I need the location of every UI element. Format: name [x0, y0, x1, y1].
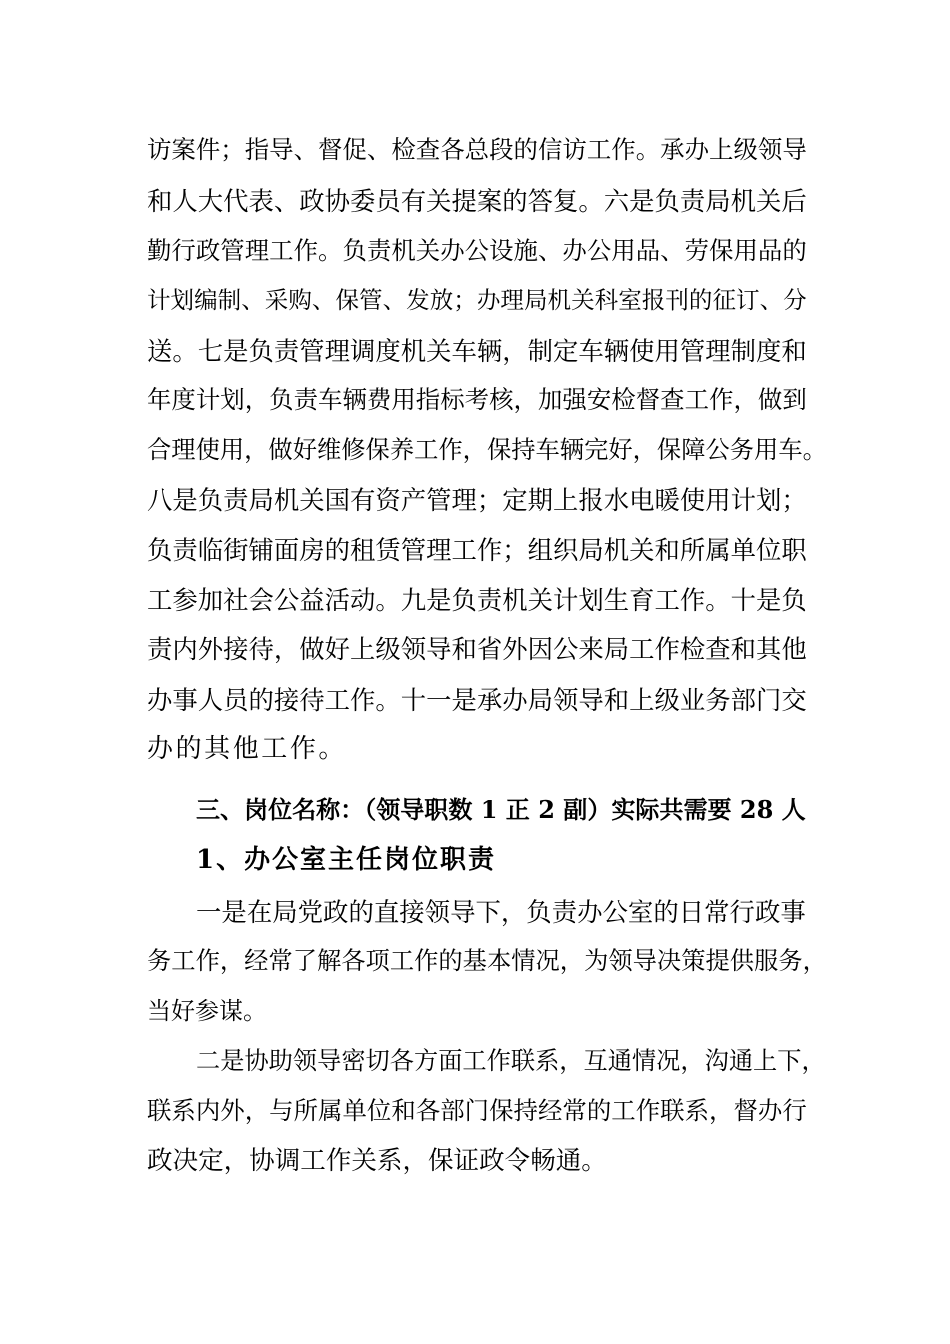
text-line: 年度计划，负责车辆费用指标考核，加强安检督查工作，做到	[147, 385, 807, 414]
text-line: 工参加社会公益活动。九是负责机关计划生育工作。十是负	[147, 585, 807, 615]
text-line: 政决定，协调工作关系，保证政令畅通。	[147, 1146, 607, 1176]
text-line: 一是在局党政的直接领导下，负责办公室的日常行政事	[196, 897, 806, 927]
text-line: 联系内外，与所属单位和各部门保持经常的工作联系，督办行	[147, 1096, 807, 1125]
text-line: 责内外接待，做好上级领导和省外因公来局工作检查和其他	[147, 634, 807, 664]
text-line: 负责临街铺面房的租赁管理工作；组织局机关和所属单位职	[147, 535, 807, 565]
text-line: 计划编制、采购、保管、发放；办理局机关科室报刊的征订、分	[147, 286, 807, 314]
text-line: 务工作，经常了解各项工作的基本情况，为领导决策提供服务，	[147, 946, 827, 975]
text-line: 勤行政管理工作。负责机关办公设施、办公用品、劳保用品的	[147, 236, 807, 265]
section-heading: 三、岗位名称：（领导职数 1 正 2 副）实际共需要 28 人	[196, 795, 806, 824]
text-line: 二是协助领导密切各方面工作联系，互通情况，沟通上下，	[196, 1047, 826, 1075]
text-line: 和人大代表、政协委员有关提案的答复。六是负责局机关后	[147, 186, 807, 216]
text-line: 办的其他工作。	[147, 734, 347, 764]
text-line: 当好参谋。	[147, 997, 267, 1025]
text-line: 送。七是负责管理调度机关车辆，制定车辆使用管理制度和	[147, 336, 807, 366]
text-line: 办事人员的接待工作。十一是承办局领导和上级业务部门交	[147, 685, 807, 715]
text-line: 访案件；指导、督促、检查各总段的信访工作。承办上级领导	[147, 135, 807, 164]
text-line: 八是负责局机关国有资产管理；定期上报水电暖使用计划；	[147, 485, 807, 515]
text-line: 合理使用，做好维修保养工作，保持车辆完好，保障公务用车。	[147, 435, 827, 464]
subsection-heading: 1、办公室主任岗位职责	[196, 845, 496, 875]
